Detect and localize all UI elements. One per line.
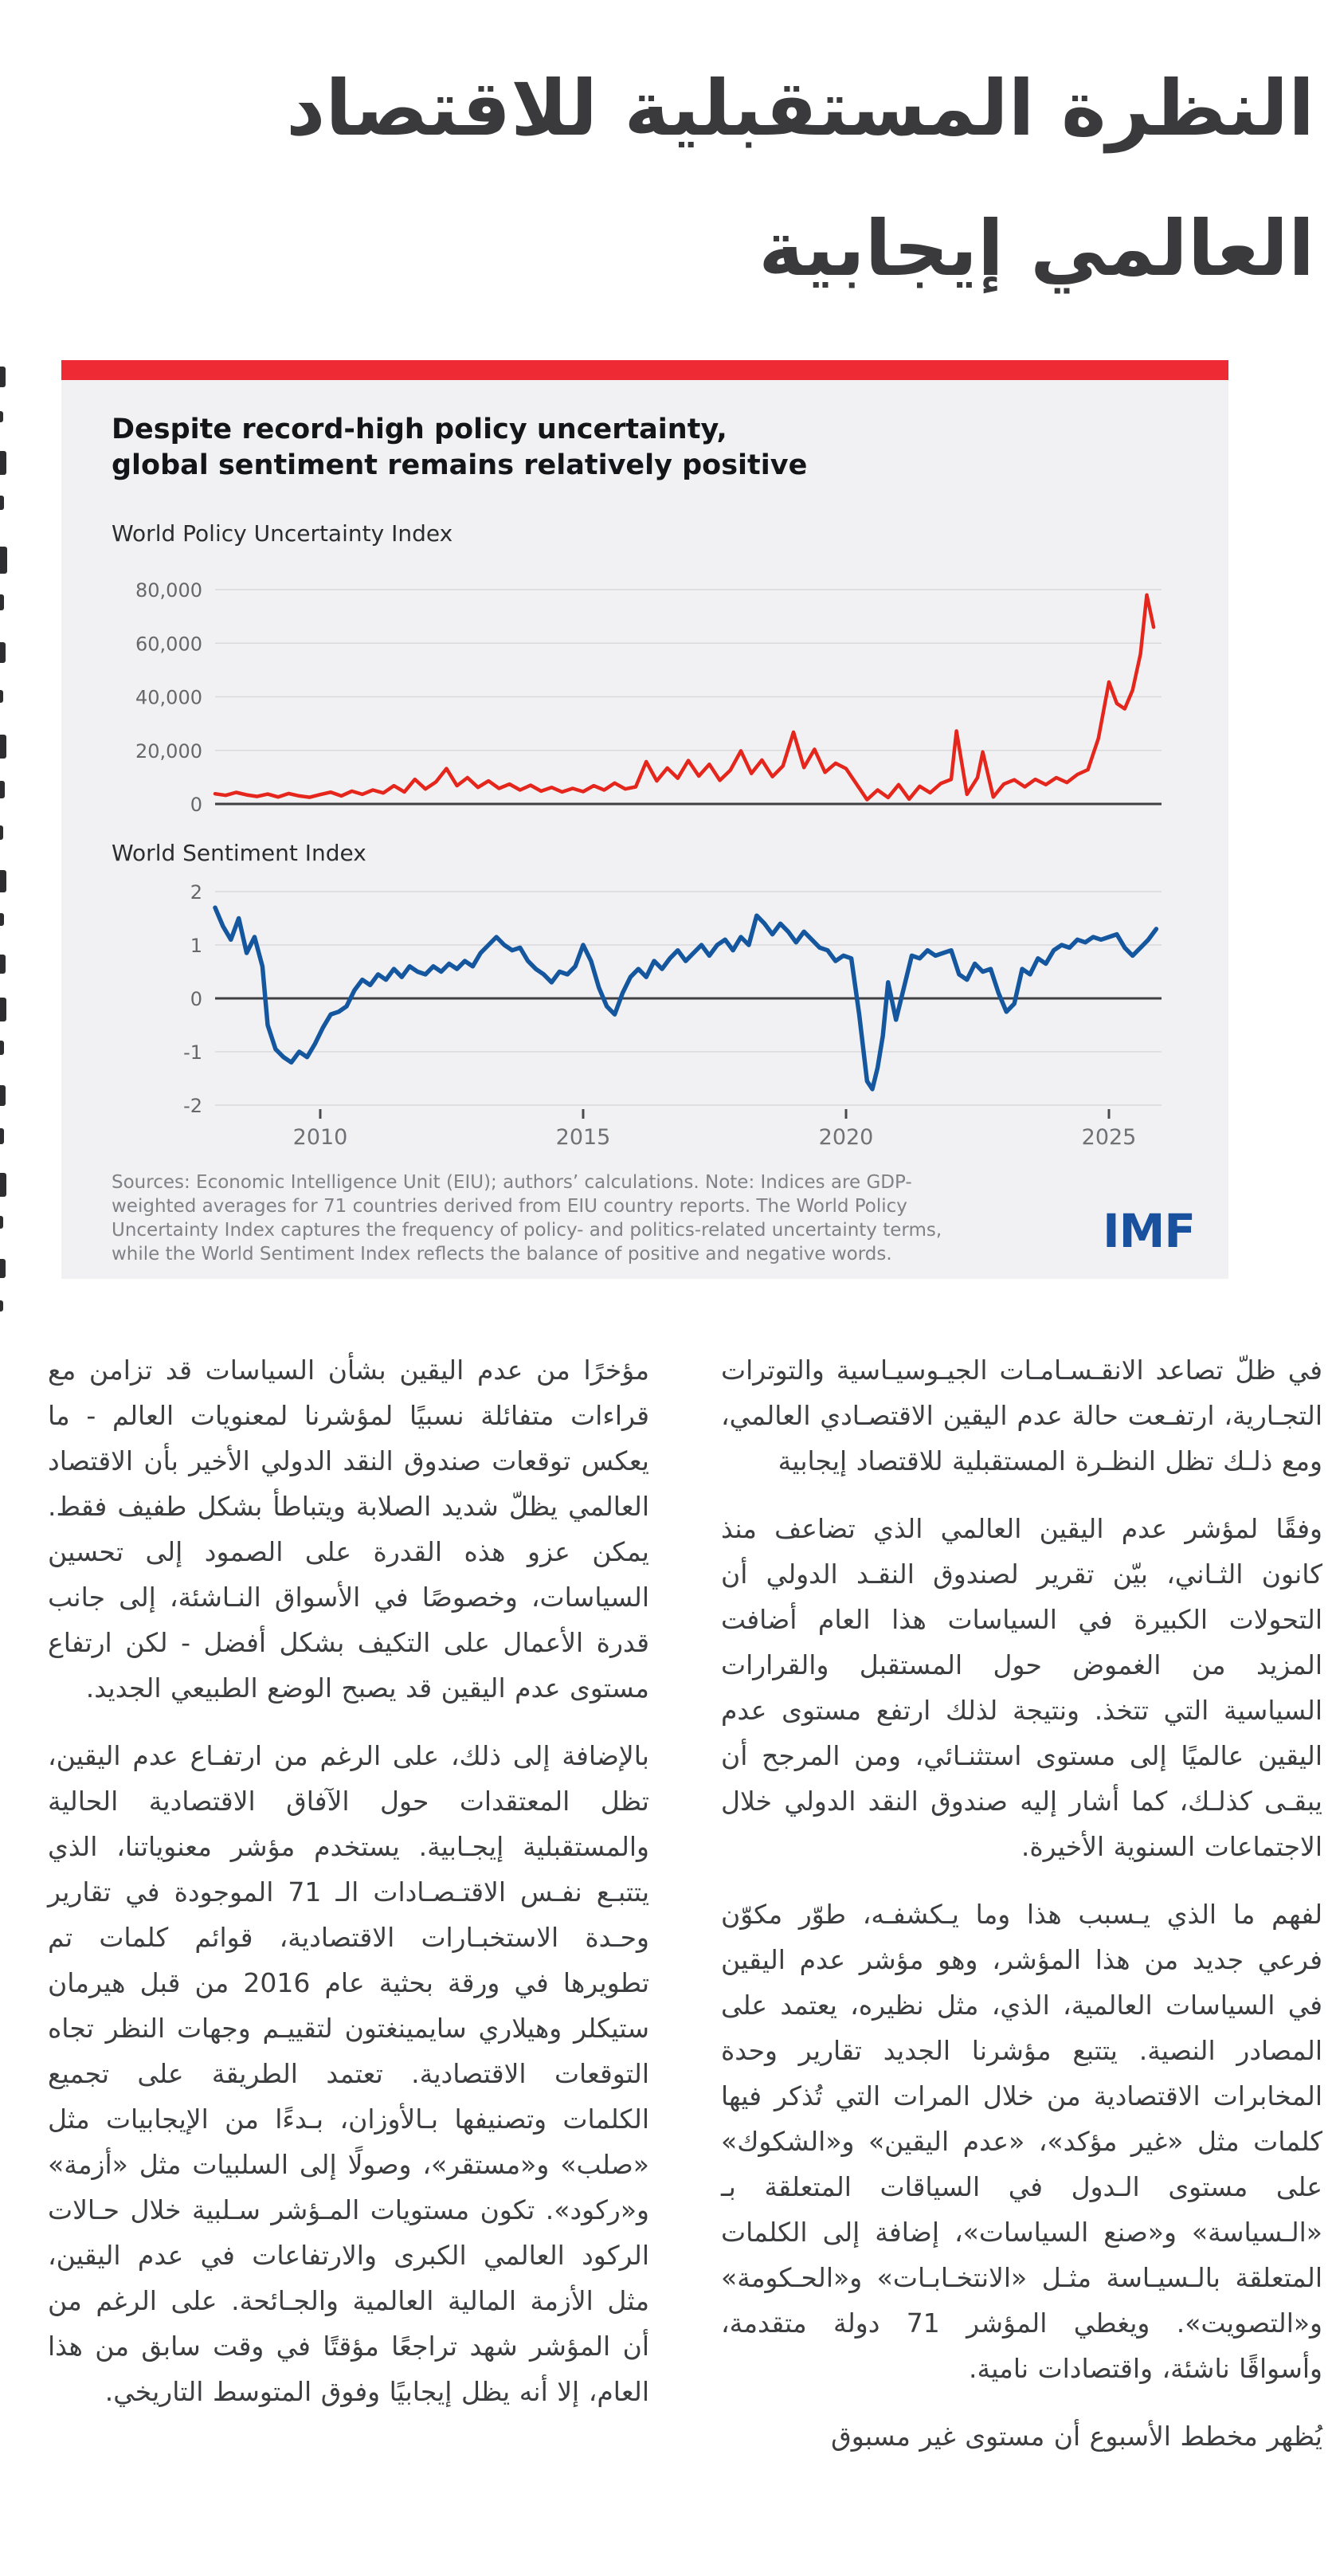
policy-uncertainty-line-chart <box>112 566 1179 829</box>
svg-text:2: 2 <box>190 881 202 904</box>
paragraph: مؤخرًا من عدم اليقين بشأن السياسات قد تزامن مع قراءات متفائلة نسبيًا لمؤشرنا لمعنويات العالم - ما يعكس توقعات صندوق النقد الدولي الأخير بأن الاقتصاد العالمي يظلّ شديد الصلابة ويتباطأ بشكل طفيف فقط. يمكن عزو هذه القدرة على الصمود إلى تحسين السياسات، وخصوصًا في الأسواق النـاشئة، إلى جانب قدرة الأعمال على التكيف بشكل أفضل - لكن ارتفاع مستوى عدم اليقين قد يصبح الوضع الطبيعي الجديد. <box>48 1355 649 1704</box>
chart-card <box>61 360 1228 1279</box>
figure-title-line-1: Despite record-high policy uncertainty, <box>112 414 727 445</box>
source-note-line-2: weighted averages for 71 countries derived from EIU country reports. The World Policy <box>112 1196 907 1217</box>
paragraph: بالإضافة إلى ذلك، على الرغم من ارتفـاع عدم اليقين، تظل المعتقدات حول الآفاق الاقتصادية الحالية والمستقبلية إيجـابية. يستخدم مؤشر معنوياتنا، الذي يتتبـع نفـس الاقتـصـادات الـ 71 الموجودة في تقارير وحـدة الاستخبـارات الاقتصادية، قوائم كلمات تم تطويرها في ورقة بحثية عام 2016 من قبل هيرمان ستيكلر وهيلاري سايمينغتون لتقييـم وجهات النظر تجاه التوقعات الاقتصادية. تعتمد الطريقة على تجميع الكلمات وتصنيفها بـالأوزان، بـدءًا من الإيجابيات مثل «صلب» و«مستقر»، وصولًا إلى السلبيات مثل «أزمة» و«ركود». تكون مستويات المـؤشر سـلبية خلال حـالات الركود العالمي الكبرى والارتفاعات في عدم اليقين، مثل الأزمة المالية العالمية والجـائحة. على الرغم من أن المؤشر شهد تراجعًا مؤقتًا في وقت سابق من هذا العام، إلا أنه يظل إيجابيًا وفوق المتوسط التاريخي. <box>48 1740 650 2407</box>
svg-text:0: 0 <box>190 988 202 1010</box>
sentiment-line-chart <box>112 868 1179 1147</box>
svg-text:2020: 2020 <box>818 1125 874 1147</box>
paragraph: لفهم ما الذي يـسبب هذا وما يـكشفـه، طوّر مكوّن فرعي جديد من هذا المؤشر، وهو مؤشر عدم اليقين في السياسات العالمية، الذي، مثل نظيره، يعتمد على المصادر النصية. يتتبع مؤشرنا الجديد تقارير وحدة المخابرات الاقتصادية من خلال المرات التي تُذكر فيها كلمات مثل «غير مؤكد»، «عدم اليقين» و«الشكوك» على مستوى الـدول في السياقات المتعلقة بـ «الـسياسة» و«صنع السياسات»، إضافة إلى الكلمات المتعلقة بالـسيـاسة مثـل «الانتخـابـات» و«الحـكومة» و«التصويت». ويغطي المؤشر 71 دولة متقدمة، وأسواقًا ناشئة، واقتصادات نامية. <box>721 1899 1322 2384</box>
svg-text:-1: -1 <box>183 1041 202 1064</box>
page-title-line-2: العالمي إيجابية <box>758 204 1314 293</box>
source-note-line-4: while the World Sentiment Index reflects the balance of positive and negative words. <box>112 1244 892 1264</box>
imf-logo: IMF <box>1103 1204 1195 1258</box>
svg-text:60,000: 60,000 <box>135 633 202 656</box>
svg-text:2015: 2015 <box>555 1125 611 1147</box>
source-note <box>112 1170 1099 1266</box>
figure-title-line-2: global sentiment remains relatively positive <box>112 449 808 481</box>
article-column-left <box>48 1347 649 2481</box>
article-page <box>0 38 1332 2481</box>
page-title <box>0 38 1314 319</box>
paragraph: يُظهر مخطط الأسبوع أن مستوى غير مسبوق <box>831 2421 1322 2452</box>
svg-text:0: 0 <box>190 794 202 816</box>
page-title-line-1: النظرة المستقبلية للاقتصاد <box>286 64 1314 153</box>
paragraph: وفقًا لمؤشر عدم اليقين العالمي الذي تضاعف منذ كانون الثـاني، بيّن تقرير لصندوق النقـد الدولي أن التحولات الكبيرة في السياسات هذا العام أضافت المزيد من الغموض حول المستقبل والقرارات السياسية التي تتخذ. ونتيجة لذلك ارتفع مستوى عدم اليقين عالميًا إلى مستوى استثنـائي، ومن المرجح أن يبقـى كذلـك، كما أشار إليه صندوق النقد الدولي خلال الاجتماعات السنوية الأخيرة. <box>721 1513 1322 1862</box>
sentiment-chart-title: World Sentiment Index <box>112 840 366 866</box>
article-body <box>48 1347 1322 2481</box>
uncertainty-chart-title: World Policy Uncertainty Index <box>112 520 453 547</box>
svg-text:2025: 2025 <box>1081 1125 1137 1147</box>
svg-text:20,000: 20,000 <box>135 739 202 763</box>
card-accent-bar <box>61 360 1228 380</box>
chart-card-content <box>61 412 1228 1279</box>
svg-text:80,000: 80,000 <box>135 579 202 602</box>
paragraph: في ظلّ تصاعد الانقـسـامـات الجيـوسيـاسية والتوترات التجـارية، ارتفـعت حالة عدم اليقين الاقتصـادي العالمي، ومع ذلـك تظل النظـرة المستقبلية للاقتصاد إيجابية <box>721 1355 1322 1476</box>
source-note-line-3: Uncertainty Index captures the frequency of policy- and politics-related uncertainty terms, <box>112 1220 942 1241</box>
svg-text:-2: -2 <box>183 1095 202 1117</box>
svg-text:40,000: 40,000 <box>135 686 202 709</box>
article-column-right <box>721 1347 1322 2481</box>
source-note-line-1: Sources: Economic Intelligence Unit (EIU); authors’ calculations. Note: Indices are GDP- <box>112 1172 912 1193</box>
svg-text:2010: 2010 <box>292 1125 348 1147</box>
svg-text:1: 1 <box>190 935 202 957</box>
figure-title <box>112 412 1178 484</box>
